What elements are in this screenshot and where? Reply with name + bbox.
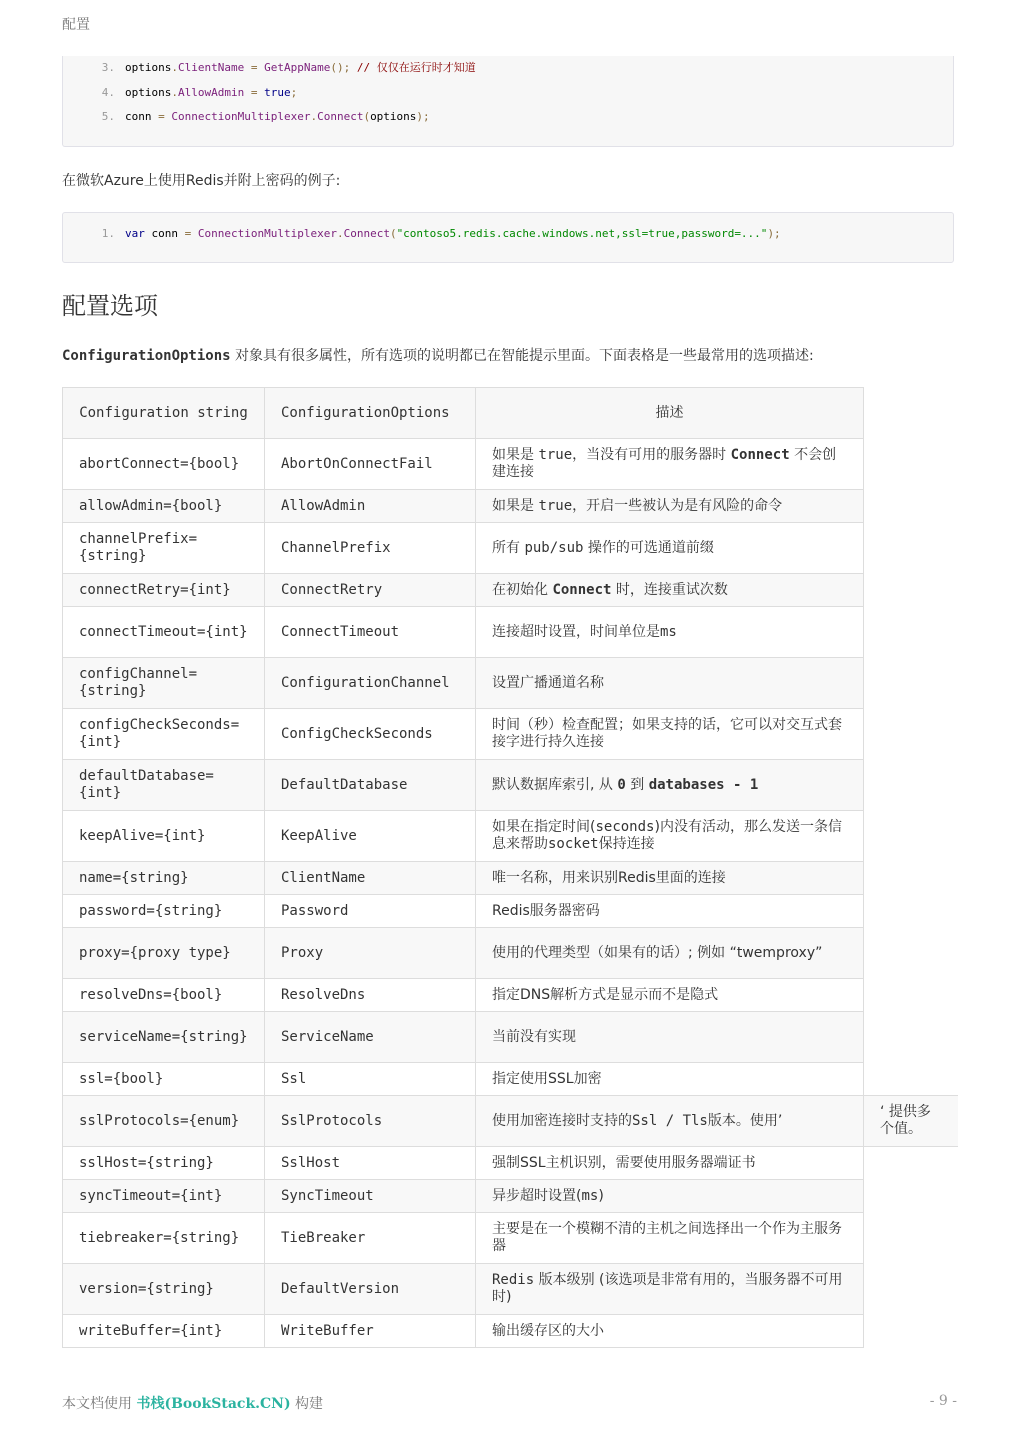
table-row bbox=[63, 1264, 958, 1315]
cell-description: 如果在指定时间(seconds)内没有活动，那么发送一条信息来帮助socket保持连接 bbox=[476, 811, 864, 862]
table-row bbox=[63, 658, 958, 709]
table-row bbox=[63, 607, 958, 658]
code-block-options bbox=[62, 56, 954, 147]
cell-configuration-string: password={string} bbox=[63, 895, 265, 928]
cell-configuration-string: serviceName={string} bbox=[63, 1012, 265, 1063]
cell-configuration-string: sslHost={string} bbox=[63, 1147, 265, 1180]
cell-configuration-option: WriteBuffer bbox=[265, 1315, 476, 1348]
cell-description-overflow: ‘ 提供多个值。 bbox=[864, 1096, 958, 1147]
cell-description: 使用的代理类型（如果有的话）; 例如 “twemproxy” bbox=[476, 928, 864, 979]
cell-description: 强制SSL主机识别，需要使用服务器端证书 bbox=[476, 1147, 864, 1180]
cell-configuration-string: proxy={proxy type} bbox=[63, 928, 265, 979]
header-configuration-string: Configuration string bbox=[63, 388, 265, 439]
table-row bbox=[63, 1180, 958, 1213]
cell-description: 设置广播通道名称 bbox=[476, 658, 864, 709]
cell-description: 在初始化 Connect 时，连接重试次数 bbox=[476, 574, 864, 607]
cell-configuration-string: configChannel={string} bbox=[63, 658, 265, 709]
cell-configuration-option: AbortOnConnectFail bbox=[265, 439, 476, 490]
table-row bbox=[63, 1213, 958, 1264]
table-row bbox=[63, 523, 958, 574]
cell-description: 异步超时设置(ms) bbox=[476, 1180, 864, 1213]
line-number: 4. bbox=[101, 85, 115, 99]
cell-configuration-option: Password bbox=[265, 895, 476, 928]
cell-configuration-string: ssl={bool} bbox=[63, 1063, 265, 1096]
cell-configuration-string: sslProtocols={enum} bbox=[63, 1096, 265, 1147]
page-header-title: 配置 bbox=[62, 17, 90, 33]
code-text: options.ClientName = GetAppName(); // 仅仅在运行时才知道 bbox=[125, 61, 476, 74]
page-number: - 9 - bbox=[929, 1393, 957, 1409]
table-row bbox=[63, 1096, 958, 1147]
table-row bbox=[63, 979, 958, 1012]
cell-configuration-string: resolveDns={bool} bbox=[63, 979, 265, 1012]
code-block-azure bbox=[62, 212, 954, 263]
code-text: conn = ConnectionMultiplexer.Connect(options); bbox=[125, 110, 430, 123]
table-row bbox=[63, 709, 958, 760]
cell-configuration-string: syncTimeout={int} bbox=[63, 1180, 265, 1213]
configuration-options-table bbox=[62, 387, 958, 1348]
cell-description: 使用加密连接时支持的Ssl / Tls版本。使用’ bbox=[476, 1096, 864, 1147]
cell-configuration-string: allowAdmin={bool} bbox=[63, 490, 265, 523]
footer-brand-link[interactable]: 书栈(BookStack.CN) bbox=[136, 1396, 291, 1412]
cell-configuration-string: defaultDatabase={int} bbox=[63, 760, 265, 811]
cell-configuration-string: connectRetry={int} bbox=[63, 574, 265, 607]
cell-description: 连接超时设置，时间单位是ms bbox=[476, 607, 864, 658]
cell-description: Redis服务器密码 bbox=[476, 895, 864, 928]
intro-class-name: ConfigurationOptions bbox=[62, 348, 231, 364]
cell-configuration-option: ConfigCheckSeconds bbox=[265, 709, 476, 760]
cell-configuration-string: version={string} bbox=[63, 1264, 265, 1315]
cell-configuration-option: Ssl bbox=[265, 1063, 476, 1096]
cell-configuration-option: SslHost bbox=[265, 1147, 476, 1180]
cell-configuration-string: keepAlive={int} bbox=[63, 811, 265, 862]
cell-description: 输出缓存区的大小 bbox=[476, 1315, 864, 1348]
cell-description: 当前没有实现 bbox=[476, 1012, 864, 1063]
line-number: 5. bbox=[101, 110, 115, 123]
cell-configuration-option: ResolveDns bbox=[265, 979, 476, 1012]
cell-configuration-option: ConnectRetry bbox=[265, 574, 476, 607]
cell-configuration-option: ConnectTimeout bbox=[265, 607, 476, 658]
cell-configuration-string: connectTimeout={int} bbox=[63, 607, 265, 658]
cell-description: 唯一名称，用来识别Redis里面的连接 bbox=[476, 862, 864, 895]
cell-configuration-option: ChannelPrefix bbox=[265, 523, 476, 574]
line-number: 1. bbox=[101, 227, 115, 240]
cell-configuration-option: AllowAdmin bbox=[265, 490, 476, 523]
cell-configuration-option: SslProtocols bbox=[265, 1096, 476, 1147]
cell-configuration-option: SyncTimeout bbox=[265, 1180, 476, 1213]
cell-configuration-string: configCheckSeconds={int} bbox=[63, 709, 265, 760]
cell-configuration-option: Proxy bbox=[265, 928, 476, 979]
footer-prefix: 本文档使用 bbox=[62, 1396, 137, 1412]
table-row bbox=[63, 895, 958, 928]
cell-description: 默认数据库索引, 从 0 到 databases - 1 bbox=[476, 760, 864, 811]
cell-description: 所有 pub/sub 操作的可选通道前缀 bbox=[476, 523, 864, 574]
table-row bbox=[63, 1063, 958, 1096]
table-row bbox=[63, 1315, 958, 1348]
footer-credit bbox=[62, 1393, 323, 1413]
cell-description: 主要是在一个模糊不清的主机之间选择出一个作为主服务器 bbox=[476, 1213, 864, 1264]
cell-configuration-option: ServiceName bbox=[265, 1012, 476, 1063]
cell-configuration-option: TieBreaker bbox=[265, 1213, 476, 1264]
table-row bbox=[63, 928, 958, 979]
header-configuration-options: ConfigurationOptions bbox=[265, 388, 476, 439]
table-row bbox=[63, 490, 958, 523]
footer-suffix: 构建 bbox=[290, 1396, 324, 1412]
cell-description: 如果是 true，当没有可用的服务器时 Connect 不会创建连接 bbox=[476, 439, 864, 490]
cell-description: 指定DNS解析方式是显示而不是隐式 bbox=[476, 979, 864, 1012]
cell-configuration-option: DefaultDatabase bbox=[265, 760, 476, 811]
cell-configuration-string: tiebreaker={string} bbox=[63, 1213, 265, 1264]
code-text: options.AllowAdmin = true; bbox=[125, 85, 298, 99]
code-text: var conn = ConnectionMultiplexer.Connect("contoso5.redis.cache.windows.net,ssl=true,password=..."); bbox=[125, 227, 781, 240]
cell-configuration-string: channelPrefix={string} bbox=[63, 523, 265, 574]
cell-configuration-option: ClientName bbox=[265, 862, 476, 895]
table-row bbox=[63, 1012, 958, 1063]
table-row bbox=[63, 862, 958, 895]
cell-configuration-string: name={string} bbox=[63, 862, 265, 895]
table-row bbox=[63, 574, 958, 607]
cell-description: 如果是 true，开启一些被认为是有风险的命令 bbox=[476, 490, 864, 523]
cell-configuration-string: writeBuffer={int} bbox=[63, 1315, 265, 1348]
table-row bbox=[63, 1147, 958, 1180]
table-row bbox=[63, 439, 958, 490]
cell-configuration-option: ConfigurationChannel bbox=[265, 658, 476, 709]
intro-paragraph bbox=[62, 345, 814, 365]
cell-description: 指定使用SSL加密 bbox=[476, 1063, 864, 1096]
header-description: 描述 bbox=[476, 388, 864, 439]
section-heading: 配置选项 bbox=[62, 292, 158, 320]
line-number: 3. bbox=[101, 61, 115, 74]
cell-description: Redis 版本级别 (该选项是非常有用的，当服务器不可用时) bbox=[476, 1264, 864, 1315]
table-row bbox=[63, 760, 958, 811]
azure-example-paragraph: 在微软Azure上使用Redis并附上密码的例子: bbox=[62, 173, 341, 189]
cell-configuration-option: DefaultVersion bbox=[265, 1264, 476, 1315]
cell-configuration-option: KeepAlive bbox=[265, 811, 476, 862]
intro-text: 对象具有很多属性，所有选项的说明都已在智能提示里面。下面表格是一些最常用的选项描述: bbox=[230, 348, 814, 364]
cell-description: 时间（秒）检查配置；如果支持的话，它可以对交互式套接字进行持久连接 bbox=[476, 709, 864, 760]
table-header-row bbox=[63, 388, 958, 439]
table-row bbox=[63, 811, 958, 862]
cell-configuration-string: abortConnect={bool} bbox=[63, 439, 265, 490]
